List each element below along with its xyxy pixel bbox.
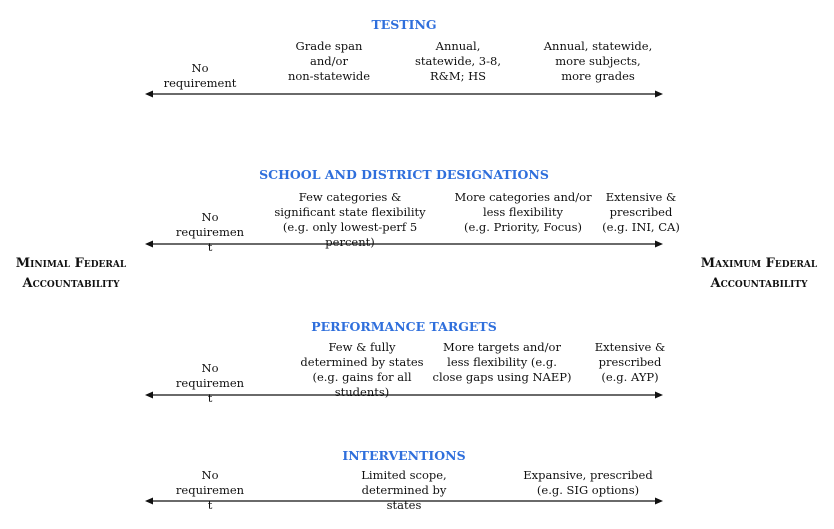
designations-label-extensive: Extensive & prescribed (e.g. INI, CA) [602, 190, 680, 234]
interventions-label-expansive: Expansive, prescribed (e.g. SIG options) [523, 468, 653, 497]
targets-label-extensive: Extensive & prescribed (e.g. AYP) [594, 340, 666, 384]
maximum-federal-accountability-label: Maximum Federal Accountability [700, 256, 818, 291]
designations-label-no-requirement: No requiremen t [175, 210, 245, 254]
section-title-designations: SCHOOL AND DISTRICT DESIGNATIONS [259, 167, 549, 182]
section-title-performance-targets: PERFORMANCE TARGETS [311, 319, 497, 334]
minimal-federal-accountability-label: Minimal Federal Accountability [15, 256, 127, 291]
targets-label-no-requirement: No requiremen t [175, 361, 245, 405]
section-title-testing: TESTING [371, 17, 437, 32]
testing-label-grade-span: Grade span and/or non-statewide [287, 39, 371, 83]
interventions-label-limited-scope: Limited scope, determined by states [361, 468, 447, 512]
testing-label-more-subjects: Annual, statewide, more subjects, more grades [543, 39, 653, 83]
interventions-label-no-requirement: No requiremen t [175, 468, 245, 512]
designations-label-few-categories: Few categories & significant state flexibility (e.g. only lowest-perf 5 percent) [274, 190, 426, 249]
designations-label-more-categories: More categories and/or less flexibility (e.g. Priority, Focus) [454, 190, 592, 234]
testing-label-no-requirement: No requirement [163, 61, 237, 90]
section-title-interventions: INTERVENTIONS [342, 448, 466, 463]
targets-label-more-targets: More targets and/or less flexibility (e.g. close gaps using NAEP) [432, 340, 572, 384]
targets-label-few-fully: Few & fully determined by states (e.g. gains for all students) [300, 340, 424, 399]
testing-label-annual-statewide: Annual, statewide, 3-8, R&M; HS [415, 39, 501, 83]
